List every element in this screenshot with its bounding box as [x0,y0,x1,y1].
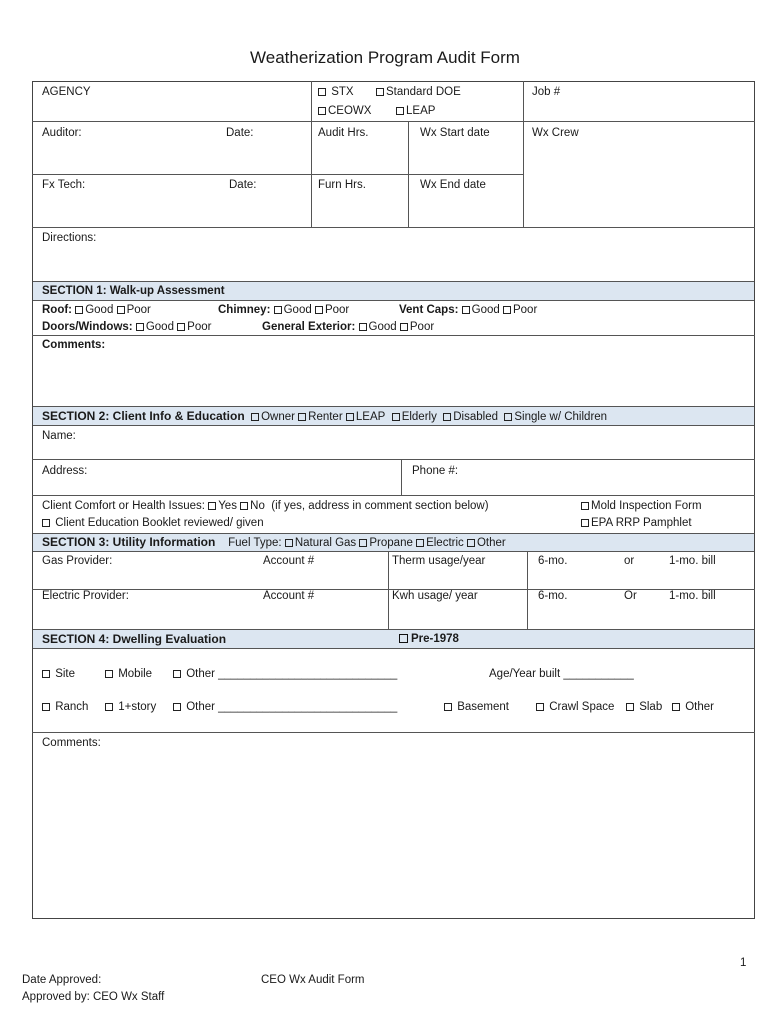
row-line [32,121,755,122]
agency-label: AGENCY [42,86,91,98]
audit-hrs-field[interactable]: Audit Hrs. [318,127,369,139]
row-line [32,174,523,175]
electric-one-month-option[interactable]: 1-mo. bill [669,590,716,602]
wx-crew-field[interactable]: Wx Crew [532,127,579,139]
basement-option[interactable]: Basement [444,700,509,714]
gas-account-field[interactable]: Account # [263,555,315,567]
job-number-field[interactable]: Job # [532,86,561,98]
directions-field[interactable]: Directions: [42,232,97,244]
row-line [32,495,755,496]
chimney-row: Chimney: Good Poor [218,304,350,316]
furn-hrs-field[interactable]: Furn Hrs. [318,179,366,191]
one-plus-story-option[interactable]: 1+story [105,700,156,714]
leap-option[interactable]: LEAP [396,104,435,118]
date-approved-label: Date Approved: [22,974,102,986]
checkbox-icon[interactable] [444,703,452,711]
checkbox-icon[interactable] [376,88,384,96]
vent-caps-row: Vent Caps: Good Poor [399,304,538,316]
form-name-label: CEO Wx Audit Form [261,974,365,986]
address-field[interactable]: Address: [42,465,88,477]
checkbox-icon[interactable] [581,502,589,510]
checkbox-icon[interactable] [105,670,113,678]
section-1-heading: SECTION 1: Walk-up Assessment [42,285,225,297]
epa-rrp-option[interactable]: EPA RRP Pamphlet [581,516,692,530]
checkbox-icon[interactable] [251,413,259,421]
comfort-health-row: Client Comfort or Health Issues: Yes No (if yes, address in comment section below) [42,500,489,512]
checkbox-icon[interactable] [396,107,404,115]
checkbox-icon[interactable] [42,670,50,678]
standard-doe-option[interactable]: Standard DOE [376,85,461,99]
age-year-built-field[interactable]: Age/Year built ___________ [489,668,634,680]
wx-end-date-field[interactable]: Wx End date [420,179,486,191]
row-line [32,335,755,336]
name-field[interactable]: Name: [42,430,76,442]
section-2-heading-row: SECTION 2: Client Info & Education Owner Renter LEAP Elderly Disabled Single w/ Children [42,409,608,423]
gas-six-month-option[interactable]: 6-mo. [538,555,568,567]
checkbox-icon[interactable] [136,323,144,331]
mold-inspection-option[interactable]: Mold Inspection Form [581,499,702,513]
stx-option[interactable]: STX [318,85,354,99]
wx-start-date-field[interactable]: Wx Start date [420,127,490,139]
form-title: Weatherization Program Audit Form [250,48,520,67]
checkbox-icon[interactable] [672,703,680,711]
checkbox-icon[interactable] [298,413,306,421]
gas-provider-field[interactable]: Gas Provider: [42,555,113,567]
checkbox-icon[interactable] [359,539,367,547]
general-exterior-row: General Exterior: Good Poor [262,321,435,333]
phone-field[interactable]: Phone #: [412,465,459,477]
other-style-option[interactable]: Other ____________________________ [173,700,397,714]
checkbox-icon[interactable] [462,306,470,314]
electric-or-label: Or [624,590,637,602]
electric-six-month-option[interactable]: 6-mo. [538,590,568,602]
checkbox-icon[interactable] [285,539,293,547]
checkbox-icon[interactable] [504,413,512,421]
row-line [32,227,755,228]
electric-provider-field[interactable]: Electric Provider: [42,590,129,602]
fx-tech-date-field[interactable]: Date: [229,179,257,191]
fx-tech-field[interactable]: Fx Tech: [42,179,86,191]
checkbox-icon[interactable] [318,107,326,115]
ranch-option[interactable]: Ranch [42,700,88,714]
gas-or-label: or [624,555,635,567]
checkbox-icon[interactable] [315,306,323,314]
booklet-option[interactable]: Client Education Booklet reviewed/ given [42,516,264,530]
auditor-field[interactable]: Auditor: [42,127,82,139]
checkbox-icon[interactable] [42,703,50,711]
checkbox-icon[interactable] [173,703,181,711]
slab-option[interactable]: Slab [626,700,662,714]
ceowx-option[interactable]: CEOWX [318,104,371,118]
checkbox-icon[interactable] [177,323,185,331]
checkbox-icon[interactable] [399,634,408,643]
therm-usage-field[interactable]: Therm usage/year [392,555,486,567]
other-type-option[interactable]: Other ____________________________ [173,667,397,681]
page-number: 1 [740,957,747,969]
header-divider [311,81,312,227]
pre-1978-option[interactable]: Pre-1978 [399,632,459,646]
section-3-heading-row: SECTION 3: Utility Information Fuel Type: Natural Gas Propane Electric Other [42,535,506,549]
auditor-date-field[interactable]: Date: [226,127,254,139]
checkbox-icon[interactable] [392,413,400,421]
checkbox-icon[interactable] [117,306,125,314]
crawl-space-option[interactable]: Crawl Space [536,700,614,714]
checkbox-icon[interactable] [581,519,589,527]
checkbox-icon[interactable] [503,306,511,314]
site-option[interactable]: Site [42,667,75,681]
checkbox-icon[interactable] [240,502,248,510]
cell-divider [388,552,389,629]
checkbox-icon[interactable] [467,539,475,547]
checkbox-icon[interactable] [626,703,634,711]
cell-divider [527,552,528,629]
electric-account-field[interactable]: Account # [263,590,315,602]
checkbox-icon[interactable] [536,703,544,711]
checkbox-icon[interactable] [208,502,216,510]
kwh-usage-field[interactable]: Kwh usage/ year [392,590,478,602]
mobile-option[interactable]: Mobile [105,667,152,681]
checkbox-icon[interactable] [359,323,367,331]
checkbox-icon[interactable] [75,306,83,314]
checkbox-icon[interactable] [274,306,282,314]
checkbox-icon[interactable] [173,670,181,678]
section-1-comments-field[interactable]: Comments: [42,339,106,351]
roof-row: Roof: Good Poor [42,304,151,316]
section-4-heading: SECTION 4: Dwelling Evaluation [42,632,227,646]
row-line [32,459,755,460]
checkbox-icon[interactable] [42,519,50,527]
header-divider [523,81,524,227]
gas-one-month-option[interactable]: 1-mo. bill [669,555,716,567]
checkbox-icon[interactable] [416,539,424,547]
approved-by-label: Approved by: CEO Wx Staff [22,991,165,1003]
section-4-comments-field[interactable]: Comments: [42,737,101,749]
checkbox-icon[interactable] [346,413,354,421]
checkbox-icon[interactable] [400,323,408,331]
cell-divider [401,459,402,495]
checkbox-icon[interactable] [318,88,326,96]
other-foundation-option[interactable]: Other [672,700,714,714]
checkbox-icon[interactable] [443,413,451,421]
row-line [32,732,755,733]
checkbox-icon[interactable] [105,703,113,711]
doors-windows-row: Doors/Windows: Good Poor [42,321,212,333]
